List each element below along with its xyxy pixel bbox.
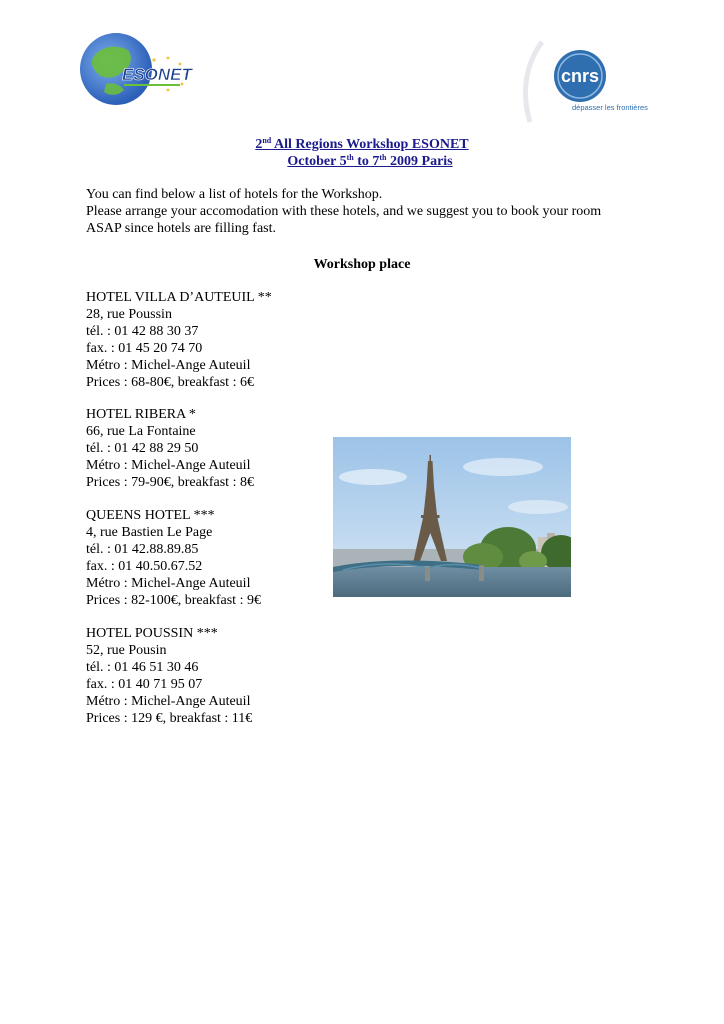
cnrs-logo: [520, 36, 660, 128]
hotel-address: 52, rue Pousin: [86, 643, 167, 658]
title-text: All Regions Workshop ESONET: [271, 137, 469, 152]
date-start: October 5: [287, 154, 347, 169]
hotel-metro: Métro : Michel-Ange Auteuil: [86, 694, 251, 709]
title-ordinal-suffix: nd: [262, 136, 272, 145]
date-year-city: 2009 Paris: [386, 154, 453, 169]
hotel-name: HOTEL RIBERA *: [86, 407, 196, 422]
date-start-suffix: th: [346, 153, 354, 162]
hotel-fax: fax. : 01 45 20 74 70: [86, 341, 203, 356]
hotel-metro: Métro : Michel-Ange Auteuil: [86, 576, 251, 591]
hotel-name: QUEENS HOTEL ***: [86, 508, 215, 523]
section-heading: Workshop place: [313, 257, 411, 272]
eiffel-tower-photo: [333, 437, 571, 597]
hotel-entry: [86, 406, 254, 491]
hotel-address: 4, rue Bastien Le Page: [86, 525, 213, 540]
date-end: to 7: [353, 154, 380, 169]
document-title-line2: [8, 154, 724, 170]
hotel-tel: tél. : 01 42.88.89.85: [86, 542, 199, 557]
hotel-tel: tél. : 01 46 51 30 46: [86, 660, 199, 675]
hotel-address: 28, rue Poussin: [86, 307, 172, 322]
hotel-name: HOTEL VILLA D’AUTEUIL **: [86, 290, 272, 305]
hotel-entry: [86, 289, 272, 391]
hotel-tel: tél. : 01 42 88 29 50: [86, 441, 199, 456]
title-ordinal: 2: [255, 137, 263, 152]
hotel-name: HOTEL POUSSIN ***: [86, 626, 218, 641]
esonet-logo-text: ESONET: [122, 65, 192, 84]
cnrs-logo-text: cnrs: [560, 66, 600, 86]
hotel-metro: Métro : Michel-Ange Auteuil: [86, 358, 251, 373]
hotel-entry: [86, 625, 252, 727]
hotel-entry: [86, 507, 261, 609]
hotel-address: 66, rue La Fontaine: [86, 424, 196, 439]
hotel-fax: fax. : 01 40.50.67.52: [86, 559, 203, 574]
hotel-prices: Prices : 79-90€, breakfast : 8€: [86, 475, 254, 490]
date-end-suffix: th: [379, 153, 387, 162]
esonet-logo: [76, 28, 201, 110]
intro-line: ASAP since hotels are filling fast.: [86, 221, 277, 236]
document-title-line1: [0, 137, 724, 153]
hotel-prices: Prices : 68-80€, breakfast : 6€: [86, 375, 254, 390]
intro-line: You can find below a list of hotels for the Workshop.: [86, 187, 383, 202]
hotel-tel: tél. : 01 42 88 30 37: [86, 324, 199, 339]
intro-line: Please arrange your accomodation with these hotels, and we suggest you to book your room: [86, 204, 602, 219]
intro-paragraph: [86, 186, 601, 237]
hotel-prices: Prices : 129 €, breakfast : 11€: [86, 711, 253, 726]
hotel-prices: Prices : 82-100€, breakfast : 9€: [86, 593, 261, 608]
cnrs-tagline: dépasser les frontières: [572, 103, 648, 112]
hotel-fax: fax. : 01 40 71 95 07: [86, 677, 203, 692]
hotel-metro: Métro : Michel-Ange Auteuil: [86, 458, 251, 473]
